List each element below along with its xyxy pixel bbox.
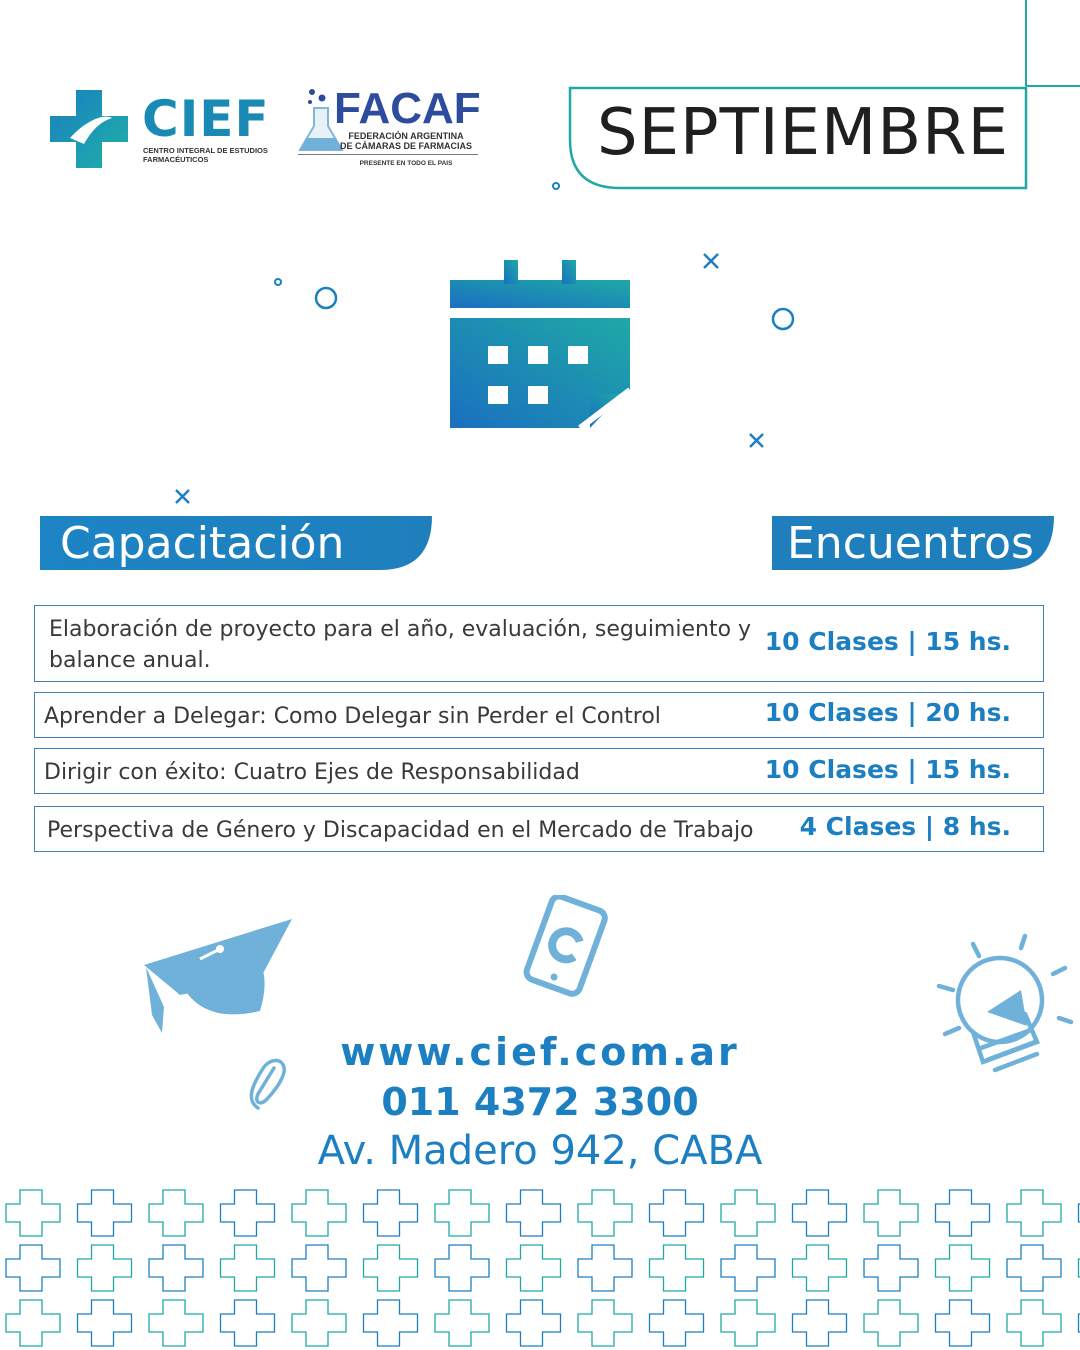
pattern-cross (864, 1300, 918, 1346)
course-row (34, 748, 1044, 794)
pattern-cross (364, 1245, 418, 1291)
course-title: Dirigir con éxito: Cuatro Ejes de Responsabilidad (44, 760, 580, 785)
pattern-cross (721, 1245, 775, 1291)
course-row (34, 806, 1044, 852)
facaf-name: FACAF (334, 84, 481, 133)
pattern-cross (6, 1190, 60, 1236)
pattern-cross (793, 1300, 847, 1346)
pattern-cross (936, 1190, 990, 1236)
facaf-subtitle-1: FEDERACIÓN ARGENTINA (348, 131, 464, 141)
course-row (34, 692, 1044, 738)
pattern-cross (221, 1245, 275, 1291)
pattern-cross (1007, 1190, 1061, 1236)
course-title: Perspectiva de Género y Discapacidad en el Mercado de Trabajo (47, 818, 754, 843)
pattern-cross (292, 1245, 346, 1291)
facaf-divider (298, 154, 478, 155)
cross-pattern (0, 1186, 1080, 1350)
calendar-icon (450, 260, 630, 430)
pattern-cross (435, 1245, 489, 1291)
pattern-cross (78, 1190, 132, 1236)
month-title: SEPTIEMBRE (596, 96, 1010, 170)
pattern-cross (221, 1190, 275, 1236)
pattern-cross (864, 1190, 918, 1236)
pattern-cross (6, 1245, 60, 1291)
encuentros-header: Encuentros (787, 518, 1034, 569)
course-meta: 4 Clases | 8 hs. (799, 812, 1011, 841)
pattern-cross (936, 1300, 990, 1346)
pattern-cross (793, 1190, 847, 1236)
course-meta: 10 Clases | 15 hs. (764, 627, 1011, 656)
phone-number: 011 4372 3300 (381, 1080, 699, 1124)
pattern-cross (650, 1300, 704, 1346)
pattern-cross (578, 1190, 632, 1236)
pattern-cross (578, 1300, 632, 1346)
cief-name: CIEF (142, 90, 270, 148)
cief-subtitle-2: FARMACÉUTICOS (143, 155, 209, 164)
pattern-cross (292, 1300, 346, 1346)
course-meta: 10 Clases | 20 hs. (764, 698, 1011, 727)
pattern-cross (721, 1190, 775, 1236)
cief-cross-icon (48, 88, 130, 170)
pattern-cross (364, 1300, 418, 1346)
pattern-cross (507, 1300, 561, 1346)
pattern-cross (292, 1190, 346, 1236)
pattern-cross (507, 1190, 561, 1236)
pattern-cross (78, 1245, 132, 1291)
course-title: Aprender a Delegar: Como Delegar sin Perder el Control (44, 704, 661, 729)
pattern-cross (793, 1245, 847, 1291)
pattern-cross (578, 1245, 632, 1291)
pattern-cross (149, 1245, 203, 1291)
pattern-cross (507, 1245, 561, 1291)
course-title: Elaboración de proyecto para el año, evaluación, seguimiento y balance anual. (49, 617, 752, 673)
facaf-tagline: PRESENTE EN TODO EL PAIS (359, 160, 453, 167)
graduation-cap-icon (140, 915, 300, 1040)
pattern-cross (435, 1300, 489, 1346)
pattern-cross (435, 1190, 489, 1236)
tablet-icon (515, 895, 615, 1000)
pattern-cross (936, 1245, 990, 1291)
course-meta: 10 Clases | 15 hs. (764, 755, 1011, 784)
course-row (34, 605, 1044, 682)
pattern-cross (1007, 1245, 1061, 1291)
website-link[interactable]: www.cief.com.ar (340, 1030, 740, 1074)
pattern-cross (864, 1245, 918, 1291)
capacitacion-header: Capacitación (60, 518, 345, 569)
address: Av. Madero 942, CABA (317, 1128, 763, 1174)
cief-subtitle-1: CENTRO INTEGRAL DE ESTUDIOS (143, 146, 268, 155)
pattern-cross (721, 1300, 775, 1346)
pattern-cross (221, 1300, 275, 1346)
pattern-cross (6, 1300, 60, 1346)
pattern-cross (149, 1190, 203, 1236)
pattern-cross (78, 1300, 132, 1346)
pattern-cross (364, 1190, 418, 1236)
pattern-cross (149, 1300, 203, 1346)
pattern-cross (650, 1245, 704, 1291)
facaf-subtitle-2: DE CÁMARAS DE FARMACIAS (339, 141, 472, 151)
pattern-cross (1007, 1300, 1061, 1346)
pattern-cross (650, 1190, 704, 1236)
